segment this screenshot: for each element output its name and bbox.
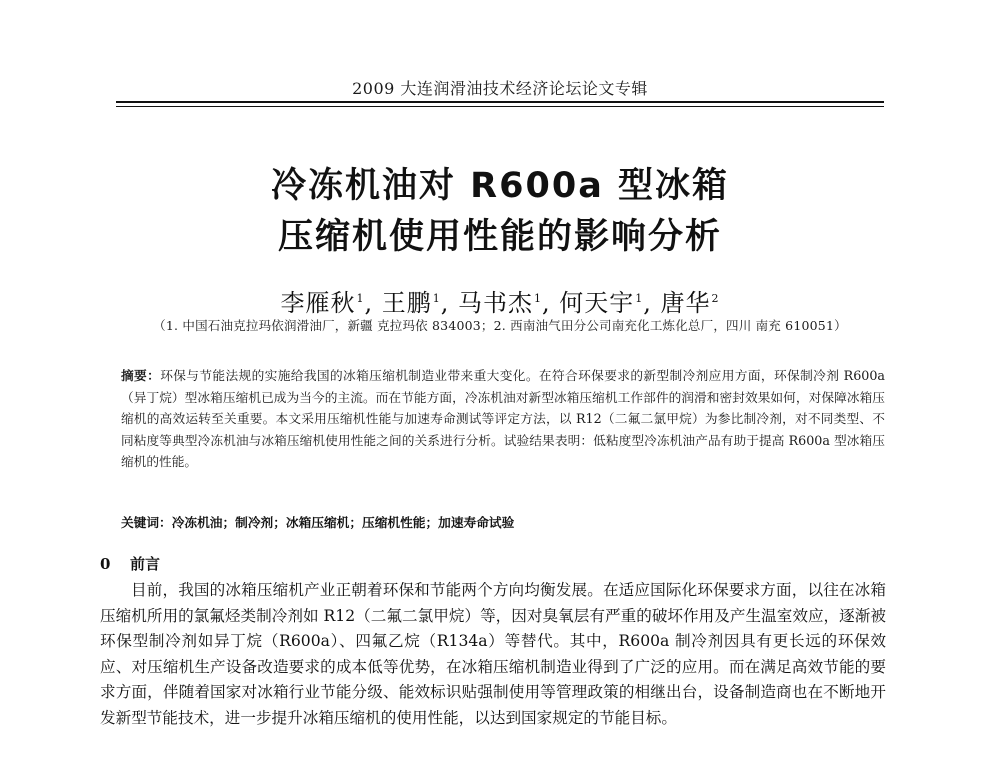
body-paragraph: 目前，我国的冰箱压缩机产业正朝着环保和节能两个方向均衡发展。在适应国际化环保要求方面，以往在冰箱压缩机所用的氯氟烃类制冷剂如 R12（二氟二氯甲烷）等，因对臭氧层有严重的破坏作用及产生温室效应，逐渐被环保型制冷剂如异丁烷（R600a）、四氟乙烷（R134a）等替代。其中，R600a 制冷剂因具有更长远的环保效应、对压缩机生产设备改造要求的成本低等优势，在冰箱压缩机制造业得到了广泛的应用。而在满足高效节能的要求方面，伴随着国家对冰箱行业节能分级、能效标识贴强制使用等管理政策的相继出台，设备制造商也在不断地开发新型节能技术，进一步提升冰箱压缩机的使用性能，以达到国家规定的节能目标。 [100,581,886,727]
author: 李雁秋$^1$ [280,289,365,317]
section-title: 前言 [130,555,161,573]
section-heading [100,553,160,574]
keywords-text: 冷冻机油；制冷剂；冰箱压缩机；压缩机性能；加速寿命试验 [171,515,515,530]
author-list: 李雁秋$^1$, 王鹏$^1$, 马书杰$^1$, 何天宇$^1$, 唐华$^2$ [280,289,720,317]
header-rule-thin [116,106,884,107]
abstract-text: 环保与节能法规的实施给我国的冰箱压缩机制造业带来重大变化。在符合环保要求的新型制冷剂应用方面，环保制冷剂 R600a（异丁烷）型冰箱压缩机已成为当今的主流。而在节能方面，冷冻机油对新型冰箱压缩机工作部件的润滑和密封效果如何，对保障冰箱压缩机的高效运转至关重要。本文采用压缩机性能与加速寿命测试等评定方法，以 R12（二氟二氯甲烷）为参比制冷剂，对不同类型、不同粘度等典型冷冻机油与冰箱压缩机使用性能之间的关系进行分析。试验结果表明：低粘度型冷冻机油产品有助于提高 R600a 型冰箱压缩机的性能。 [121,368,885,469]
author: 唐华$^2$ [660,289,720,317]
keywords [121,512,885,531]
section-number: 0 [100,555,111,573]
title-line-2: 压缩机使用性能的影响分析 [277,217,722,257]
author: 王鹏$^1$ [381,289,441,317]
author: 马书杰$^1$ [458,289,542,317]
affiliation: （1. 中国石油克拉玛依润滑油厂，新疆 克拉玛依 834003；2. 西南油气田分公司南充化工炼化总厂，四川 南充 610051） [153,318,847,333]
title-line-1: 冷冻机油对 R600a 型冰箱 [271,166,729,206]
keywords-label: 关键词： [121,515,172,530]
running-header: 2009 大连润滑油技术经济论坛论文专辑 [352,79,648,98]
header-rule-thick [116,101,884,103]
abstract-label: 摘要： [121,368,161,383]
author: 何天宇$^1$ [559,289,644,317]
abstract [121,365,885,473]
